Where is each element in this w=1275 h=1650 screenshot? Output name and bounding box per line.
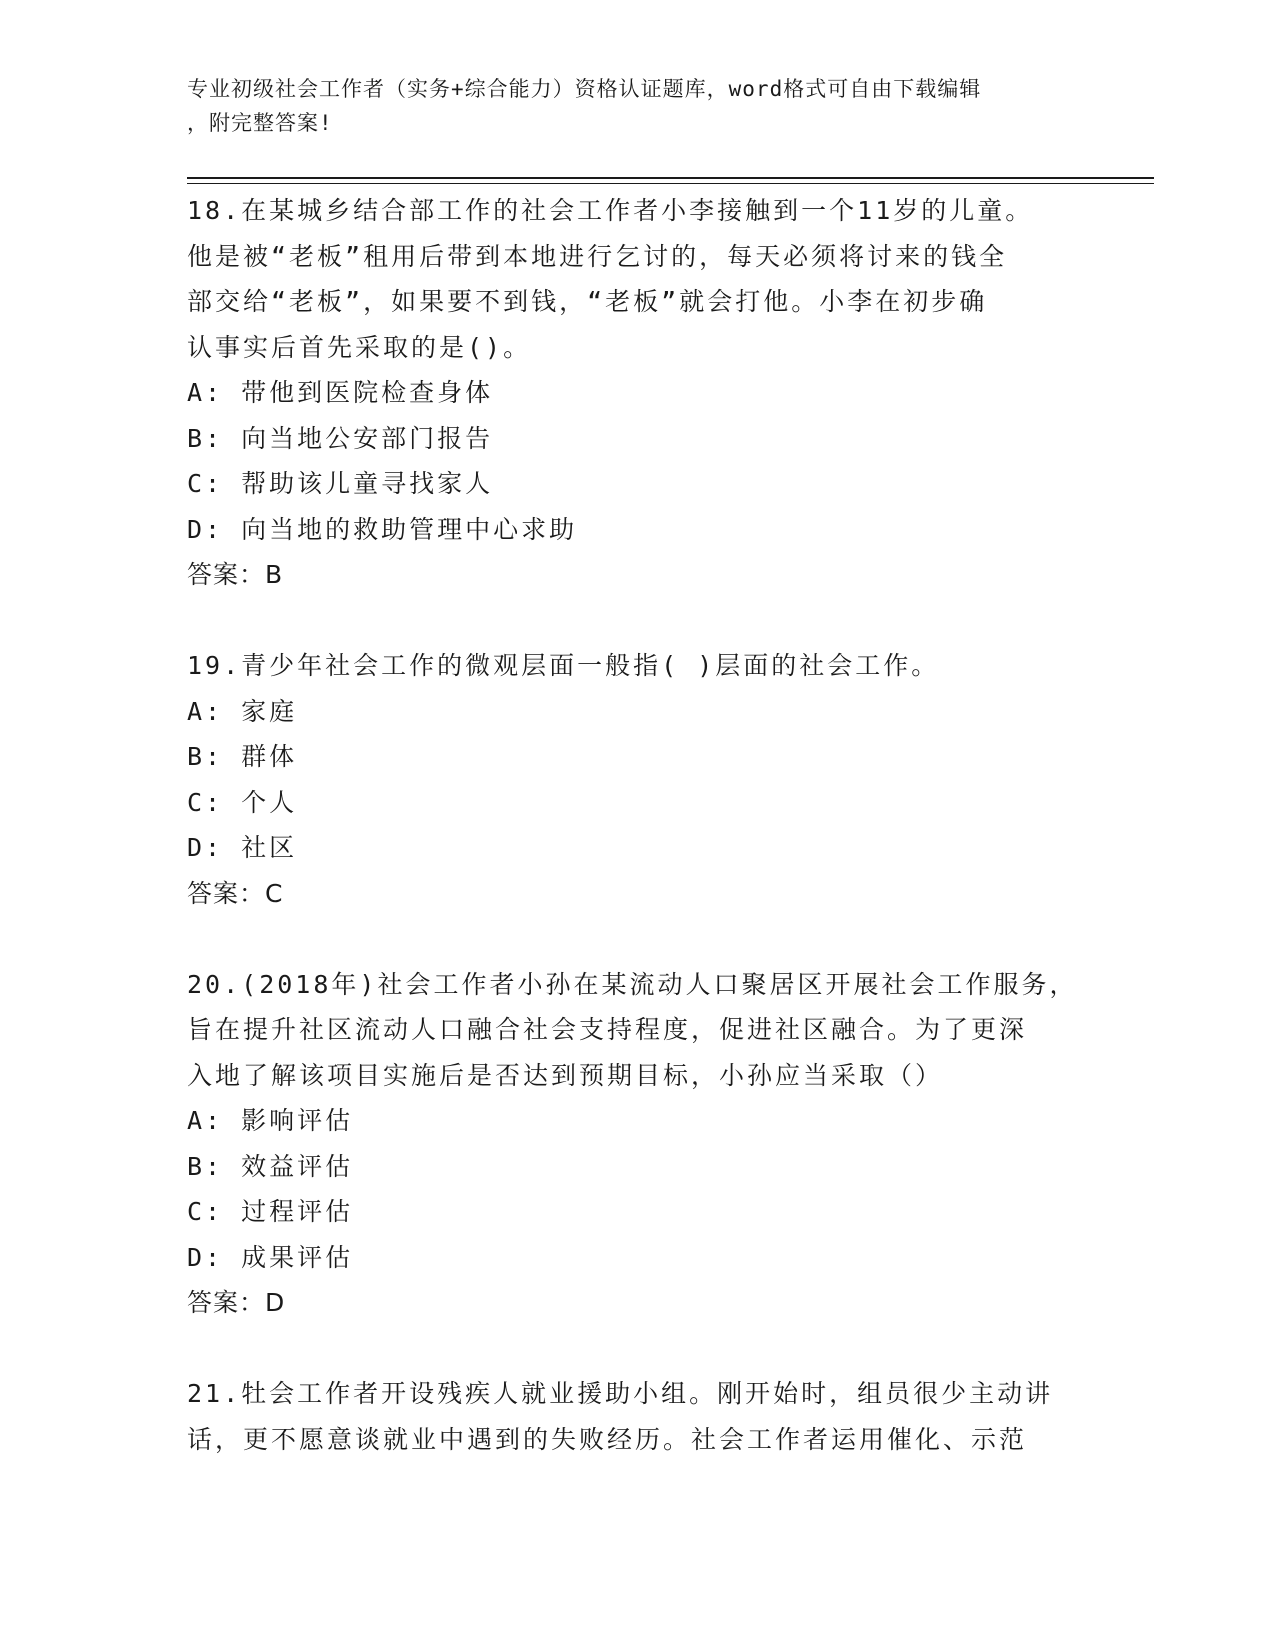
question-18-option-d: D: 向当地的救助管理中心求助 (187, 514, 578, 544)
question-18-option-a: A: 带他到医院检查身体 (187, 378, 494, 407)
question-19-text-line-1: 19.青少年社会工作的微观层面一般指( )层面的社会工作。 (187, 651, 940, 680)
question-20-option-c: C: 过程评估 (187, 1197, 354, 1226)
question-19-option-b: B: 群体 (187, 742, 298, 771)
header-divider-thin (187, 183, 1154, 184)
question-18 (187, 188, 1087, 598)
question-18-text-line-2: 他是被“老板”租用后带到本地进行乞讨的，每天必须将讨来的钱全 (187, 241, 1008, 271)
question-20-text-line-3: 入地了解该项目实施后是否达到预期目标，小孙应当采取（） (187, 1060, 944, 1090)
question-list (187, 188, 1087, 1462)
question-spacer (187, 598, 1087, 644)
question-19-option-c: C: 个人 (187, 787, 298, 817)
question-19 (187, 643, 1087, 916)
question-20-option-a: A: 影响评估 (187, 1106, 354, 1135)
question-18-answer: 答案：B (187, 560, 284, 589)
header-title-line-1: 专业初级社会工作者（实务+综合能力）资格认证题库，word格式可自由下载编辑 (187, 77, 982, 101)
question-20-option-d: D: 成果评估 (187, 1242, 354, 1272)
question-19-option-d: D: 社区 (187, 833, 298, 862)
question-18-option-c: C: 帮助该儿童寻找家人 (187, 469, 494, 498)
header-divider-thick (187, 177, 1154, 179)
question-spacer (187, 916, 1087, 962)
question-20-option-b: B: 效益评估 (187, 1151, 354, 1181)
question-18-text-line-4: 认事实后首先采取的是()。 (187, 332, 532, 362)
question-19-answer: 答案：C (187, 878, 284, 908)
question-20 (187, 962, 1087, 1326)
question-20-text-line-2: 旨在提升社区流动人口融合社会支持程度，促进社区融合。为了更深 (187, 1015, 1028, 1044)
question-18-text-line-1: 18.在某城乡结合部工作的社会工作者小李接触到一个11岁的儿童。 (187, 196, 1034, 225)
question-18-text-line-3: 部交给“老板”，如果要不到钱，“老板”就会打他。小李在初步确 (187, 287, 988, 316)
question-18-option-b: B: 向当地公安部门报告 (187, 423, 494, 453)
question-21-text-line-1: 21.牡会工作者开设残疾人就业援助小组。刚开始时，组员很少主动讲 (187, 1379, 1054, 1408)
header-title-line-2: ，附完整答案! (187, 111, 333, 135)
question-20-text-line-1: 20.(2018年)社会工作者小孙在某流动人口聚居区开展社会工作服务， (187, 969, 1078, 999)
question-20-answer: 答案：D (187, 1288, 286, 1317)
question-spacer (187, 1326, 1087, 1372)
question-21 (187, 1371, 1087, 1462)
question-19-option-a: A: 家庭 (187, 696, 298, 726)
document-header (187, 72, 1087, 140)
question-21-text-line-2: 话，更不愿意谈就业中遇到的失败经历。社会工作者运用催化、示范 (187, 1424, 1028, 1454)
